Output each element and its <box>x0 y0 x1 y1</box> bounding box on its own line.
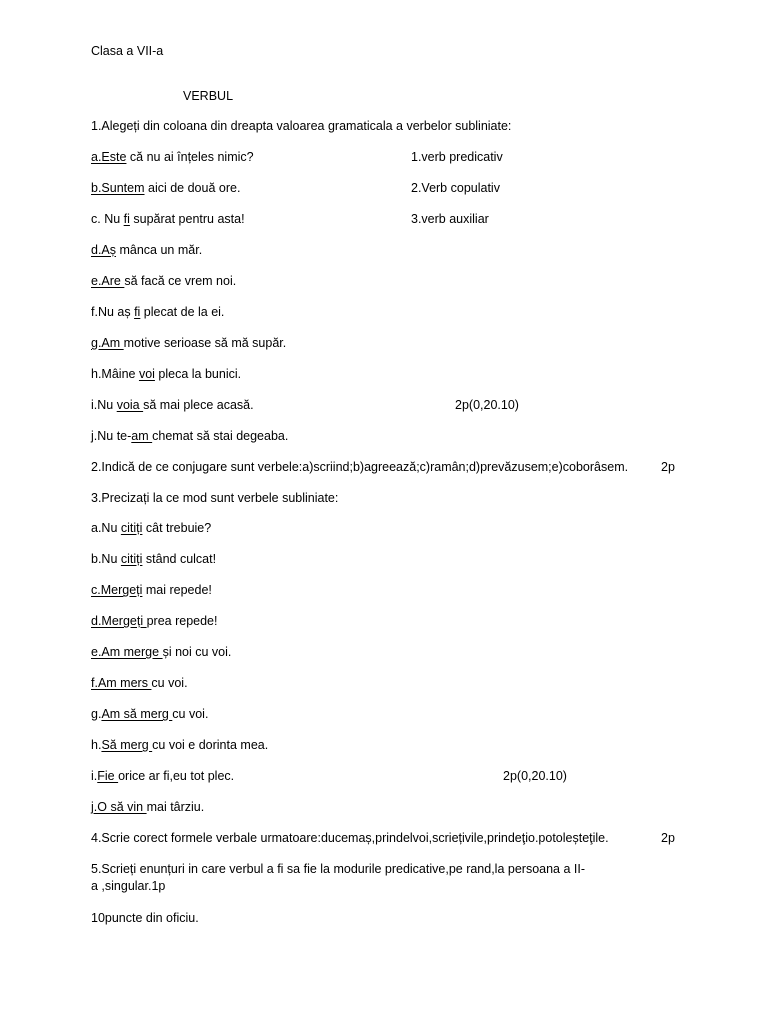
bonus-points-note: 10puncte din oficiu. <box>91 911 199 925</box>
underlined-verb: j.O să vin <box>91 800 147 814</box>
list-item <box>91 768 234 784</box>
item-text-after: stând culcat! <box>142 552 217 566</box>
list-item <box>91 644 231 660</box>
item-text-before: i.Nu <box>91 398 117 412</box>
item-text-after: că nu ai înțeles nimic? <box>126 150 254 164</box>
item-text-after: mai târziu. <box>146 800 205 814</box>
underlined-verb: g.Am <box>91 336 124 350</box>
underlined-verb: fi <box>123 212 130 226</box>
underlined-verb: f.Am mers <box>91 676 152 690</box>
item-text-after: pleca la bunici. <box>154 367 242 381</box>
list-item <box>91 582 212 598</box>
underlined-verb: Să merg <box>101 738 153 752</box>
item-text-after: supărat pentru asta! <box>129 212 245 226</box>
item-text-before: b.Nu <box>91 552 121 566</box>
underlined-verb: voi <box>138 367 155 381</box>
item-text-after: să mai plece acasă. <box>143 398 254 412</box>
option-2: 2.Verb copulativ <box>411 181 500 195</box>
list-item <box>91 428 288 444</box>
exercise-2-points: 2p <box>661 460 675 474</box>
item-text-before: a.Nu <box>91 521 121 535</box>
list-item <box>91 335 286 351</box>
item-text-after: cu voi. <box>151 676 188 690</box>
exercise-2-text: 2.Indică de ce conjugare sunt verbele:a)scriind;b)agreează;c)ramân;d)prevăzusem;e)coborâsem. <box>91 460 629 474</box>
list-item <box>91 613 217 629</box>
list-item <box>91 366 241 382</box>
item-text-after: orice ar fi,eu tot plec. <box>118 769 235 783</box>
underlined-verb: fi <box>134 305 141 319</box>
underlined-verb: e.Are <box>91 274 125 288</box>
item-text-after: chemat să stai degeaba. <box>152 429 289 443</box>
underlined-verb: Fie <box>97 769 119 783</box>
item-text-before: h.Mâine <box>91 367 139 381</box>
item-text-after: motive serioase să mă supăr. <box>123 336 287 350</box>
option-1: 1.verb predicativ <box>411 150 503 164</box>
list-item <box>91 706 208 722</box>
underlined-verb: c.Mergeți <box>91 583 143 597</box>
exercise-4-text: 4.Scrie corect formele verbale urmatoare:ducemaș,prindelvoi,scriețivile,prindeţio.potoleșteţile. <box>91 831 609 845</box>
exercise-5-line-1: 5.Scrieți enunțuri in care verbul a fi sa fie la modurile predicative,pe rand,la persoana a II- <box>91 862 586 876</box>
list-item <box>91 273 236 289</box>
item-text-after: mânca un măr. <box>116 243 203 257</box>
underlined-verb: Am să merg <box>101 707 173 721</box>
underlined-verb: am <box>131 429 153 443</box>
item-text-after: să facă ce vrem noi. <box>124 274 237 288</box>
item-text-after: cu voi. <box>172 707 209 721</box>
exercise-5-line-2: a ,singular.1p <box>91 879 166 893</box>
list-item <box>91 180 240 196</box>
exercise-3-prompt: 3.Precizați la ce mod sunt verbele subliniate: <box>91 491 339 505</box>
item-text-after: cu voi e dorinta mea. <box>152 738 269 752</box>
exercise-3-points: 2p(0,20.10) <box>503 769 567 783</box>
item-text-before: f.Nu aș <box>91 305 135 319</box>
item-text-before: i. <box>91 769 98 783</box>
item-text-after: și noi cu voi. <box>162 645 232 659</box>
list-item <box>91 799 204 815</box>
item-text-before: c. Nu <box>91 212 124 226</box>
underlined-verb: b.Suntem <box>91 181 145 195</box>
list-item <box>91 737 268 753</box>
underlined-verb: d.Mergeți <box>91 614 147 628</box>
exercise-4-points: 2p <box>661 831 675 845</box>
item-text-before: j.Nu te- <box>91 429 132 443</box>
underlined-verb: d.Aș <box>91 243 117 257</box>
exercise-1-prompt: 1.Alegeți din coloana din dreapta valoarea gramaticala a verbelor subliniate: <box>91 119 512 133</box>
page-title: VERBUL <box>183 89 234 103</box>
item-text-after: plecat de la ei. <box>140 305 225 319</box>
item-text-after: mai repede! <box>142 583 212 597</box>
item-text-after: prea repede! <box>146 614 218 628</box>
item-text-after: cât trebuie? <box>142 521 212 535</box>
option-3: 3.verb auxiliar <box>411 212 489 226</box>
exercise-1-points: 2p(0,20.10) <box>455 398 519 412</box>
item-text-before: h. <box>91 738 102 752</box>
list-item <box>91 242 202 258</box>
list-item <box>91 304 224 320</box>
list-item <box>91 675 188 691</box>
underlined-verb: a.Este <box>91 150 127 164</box>
underlined-verb: voia <box>116 398 144 412</box>
underlined-verb: e.Am merge <box>91 645 163 659</box>
list-item <box>91 211 245 227</box>
list-item <box>91 551 216 567</box>
underlined-verb: citiți <box>120 552 143 566</box>
underlined-verb: citiți <box>120 521 143 535</box>
list-item <box>91 397 254 413</box>
item-text-after: aici de două ore. <box>144 181 241 195</box>
item-text-before: g. <box>91 707 102 721</box>
class-label: Clasa a VII-a <box>91 44 164 58</box>
list-item <box>91 520 211 536</box>
list-item <box>91 149 254 165</box>
